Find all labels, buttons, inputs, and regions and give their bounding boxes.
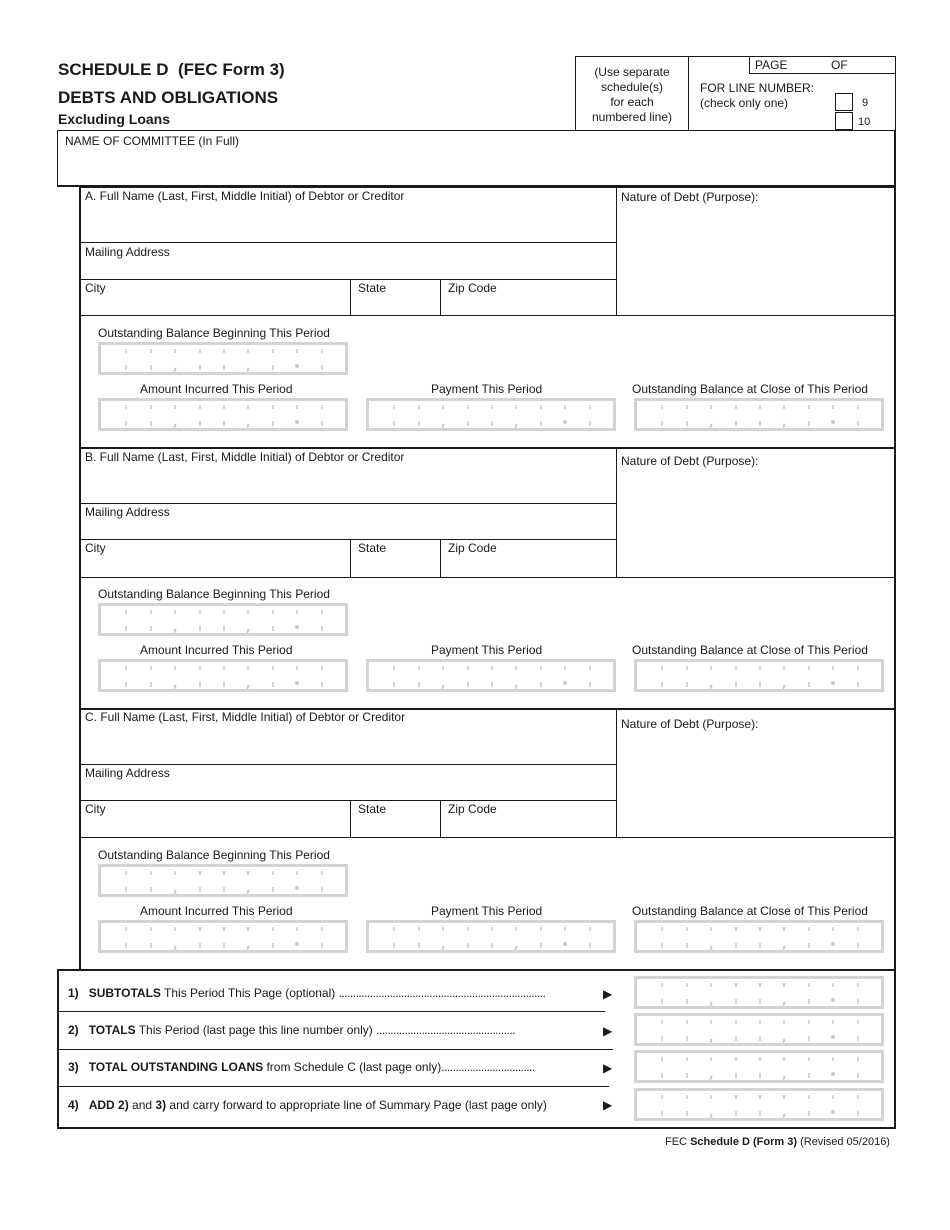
digit-tick (199, 610, 201, 614)
digit-tick (467, 927, 469, 931)
beginning-balance-label: Outstanding Balance Beginning This Period (98, 326, 330, 340)
digit-tick (491, 682, 493, 687)
digit-tick (515, 666, 517, 670)
digit-tick (199, 365, 201, 370)
digit-tick (418, 943, 420, 948)
digit-tick (150, 666, 152, 670)
digit-tick (296, 349, 298, 353)
digit-tick (125, 626, 127, 631)
digit-tick (686, 943, 688, 948)
digit-tick (783, 666, 785, 670)
zip-code-label: Zip Code (448, 281, 497, 295)
mailing-address-label: Mailing Address (85, 766, 170, 780)
digit-tick (759, 943, 761, 948)
digit-tick (272, 349, 274, 353)
digit-tick (321, 871, 323, 875)
nature-of-debt-field[interactable] (620, 208, 890, 312)
digit-tick (199, 666, 201, 670)
digit-tick (808, 421, 810, 426)
digit-tick (393, 927, 395, 931)
comma-separator: , (709, 993, 714, 1007)
digit-tick (321, 365, 323, 370)
digit-tick (150, 682, 152, 687)
decimal-point (563, 681, 567, 685)
payment-label: Payment This Period (431, 904, 543, 918)
digit-tick (247, 927, 249, 931)
digit-tick (857, 943, 859, 948)
digit-tick (272, 365, 274, 370)
nature-of-debt-field[interactable] (620, 472, 890, 574)
digit-tick (272, 927, 274, 931)
digit-tick (589, 666, 591, 670)
digit-tick (735, 405, 737, 409)
state-label: State (358, 541, 387, 555)
closing-balance-amount-box[interactable] (634, 398, 884, 431)
mailing-address-label: Mailing Address (85, 245, 170, 259)
full-name-field[interactable] (84, 728, 612, 760)
digit-tick (467, 682, 469, 687)
digit-tick (686, 421, 688, 426)
digit-tick (442, 927, 444, 931)
comma-separator: , (246, 881, 251, 895)
digit-tick (735, 943, 737, 948)
digit-tick (150, 421, 152, 426)
beginning-balance-amount-box[interactable] (98, 603, 348, 636)
digit-tick (857, 927, 859, 931)
digit-tick (125, 365, 127, 370)
digit-tick (223, 682, 225, 687)
digit-tick (491, 421, 493, 426)
digit-tick (832, 666, 834, 670)
digit-tick (442, 405, 444, 409)
digit-tick (272, 610, 274, 614)
use-separate-note: (Use separate schedule(s) for each numbered line) (591, 65, 673, 124)
digit-tick (857, 405, 859, 409)
line-10-label: 10 (858, 116, 871, 128)
digit-tick (125, 666, 127, 670)
closing-balance-label: Outstanding Balance at Close of This Period (632, 904, 868, 918)
digit-tick (467, 421, 469, 426)
digit-tick (223, 421, 225, 426)
digit-tick (759, 666, 761, 670)
comma-separator: , (709, 1105, 714, 1119)
digit-tick (857, 666, 859, 670)
digit-tick (272, 943, 274, 948)
digit-tick (174, 871, 176, 875)
digit-tick (150, 405, 152, 409)
digit-tick (150, 943, 152, 948)
digit-tick (321, 405, 323, 409)
mailing-address-field[interactable] (84, 521, 612, 537)
digit-tick (661, 927, 663, 931)
mailing-address-label: Mailing Address (85, 505, 170, 519)
digit-tick (661, 682, 663, 687)
digit-tick (321, 421, 323, 426)
digit-tick (661, 943, 663, 948)
digit-tick (540, 405, 542, 409)
digit-tick (515, 405, 517, 409)
digit-tick (661, 421, 663, 426)
payment-amount-box[interactable] (366, 659, 616, 692)
amount-incurred-amount-box[interactable] (98, 398, 348, 431)
digit-tick (418, 405, 420, 409)
comma-separator: , (782, 676, 787, 690)
digit-tick (199, 887, 201, 892)
comma-separator: , (441, 937, 446, 951)
digit-tick (808, 405, 810, 409)
beginning-balance-amount-box[interactable] (98, 864, 348, 897)
committee-name-label: NAME OF COMMITTEE (In Full) (65, 134, 239, 148)
digit-tick (223, 626, 225, 631)
digit-tick (296, 927, 298, 931)
digit-tick (857, 682, 859, 687)
digit-tick (661, 405, 663, 409)
beginning-balance-label: Outstanding Balance Beginning This Period (98, 848, 330, 862)
payment-amount-box[interactable] (366, 920, 616, 953)
digit-tick (491, 943, 493, 948)
digit-tick (223, 610, 225, 614)
digit-tick (735, 682, 737, 687)
digit-tick (125, 927, 127, 931)
nature-of-debt-label: Nature of Debt (Purpose): (621, 717, 759, 731)
digit-tick (491, 405, 493, 409)
digit-tick (199, 871, 201, 875)
comma-separator: , (782, 1105, 787, 1119)
amount-incurred-amount-box[interactable] (98, 920, 348, 953)
amount-incurred-label: Amount Incurred This Period (140, 904, 293, 918)
comma-separator: , (173, 676, 178, 690)
digit-tick (199, 682, 201, 687)
digit-tick (272, 871, 274, 875)
line-10-checkbox[interactable] (835, 112, 853, 130)
digit-tick (150, 610, 152, 614)
comma-separator: , (246, 415, 251, 429)
digit-tick (150, 871, 152, 875)
digit-tick (125, 610, 127, 614)
digit-tick (735, 666, 737, 670)
comma-separator: , (782, 937, 787, 951)
digit-tick (223, 943, 225, 948)
digit-tick (759, 927, 761, 931)
digit-tick (418, 682, 420, 687)
digit-tick (491, 666, 493, 670)
digit-tick (272, 405, 274, 409)
add-carry-forward-arrow-icon: ▶ (603, 1098, 613, 1112)
decimal-point (831, 942, 835, 946)
digit-tick (125, 682, 127, 687)
decimal-point (295, 886, 299, 890)
digit-tick (125, 887, 127, 892)
committee-name-field[interactable] (60, 152, 890, 182)
digit-tick (710, 405, 712, 409)
digit-tick (564, 666, 566, 670)
digit-tick (125, 421, 127, 426)
comma-separator: , (173, 937, 178, 951)
zip-code-label: Zip Code (448, 802, 497, 816)
digit-tick (247, 405, 249, 409)
page-label: PAGE (755, 58, 788, 72)
digit-tick (125, 943, 127, 948)
digit-tick (442, 666, 444, 670)
comma-separator: , (709, 1067, 714, 1081)
digit-tick (393, 666, 395, 670)
digit-tick (199, 927, 201, 931)
decimal-point (831, 681, 835, 685)
digit-tick (710, 666, 712, 670)
full-name-field[interactable] (84, 468, 612, 500)
digit-tick (174, 610, 176, 614)
decimal-point (295, 681, 299, 685)
digit-tick (467, 943, 469, 948)
digit-tick (759, 405, 761, 409)
digit-tick (759, 421, 761, 426)
comma-separator: , (782, 1030, 787, 1044)
form-footer: FEC Schedule D (Form 3) (Revised 05/2016) (665, 1136, 890, 1148)
comma-separator: , (782, 1067, 787, 1081)
payment-label: Payment This Period (431, 382, 543, 396)
digit-tick (125, 349, 127, 353)
digit-tick (564, 927, 566, 931)
digit-tick (418, 927, 420, 931)
digit-tick (589, 943, 591, 948)
full-name-label: C. Full Name (Last, First, Middle Initial) of Debtor or Creditor (85, 710, 406, 724)
digit-tick (272, 626, 274, 631)
digit-tick (418, 421, 420, 426)
digit-tick (540, 682, 542, 687)
payment-amount-box[interactable] (366, 398, 616, 431)
decimal-point (295, 364, 299, 368)
comma-separator: , (514, 676, 519, 690)
closing-balance-amount-box[interactable] (634, 920, 884, 953)
digit-tick (321, 887, 323, 892)
full-name-field[interactable] (84, 207, 612, 239)
comma-separator: , (782, 993, 787, 1007)
digit-tick (223, 927, 225, 931)
digit-tick (223, 365, 225, 370)
digit-tick (150, 626, 152, 631)
digit-tick (247, 871, 249, 875)
of-label: OF (831, 58, 848, 72)
digit-tick (247, 349, 249, 353)
comma-separator: , (514, 937, 519, 951)
digit-tick (735, 927, 737, 931)
digit-tick (808, 927, 810, 931)
line-9-checkbox[interactable] (835, 93, 853, 111)
digit-tick (564, 405, 566, 409)
digit-tick (296, 610, 298, 614)
digit-tick (515, 927, 517, 931)
nature-of-debt-label: Nature of Debt (Purpose): (621, 454, 759, 468)
decimal-point (295, 420, 299, 424)
digit-tick (150, 887, 152, 892)
digit-tick (174, 349, 176, 353)
beginning-balance-label: Outstanding Balance Beginning This Period (98, 587, 330, 601)
decimal-point (295, 625, 299, 629)
schedule-title: SCHEDULE D (FEC Form 3) (58, 60, 285, 79)
digit-tick (832, 927, 834, 931)
digit-tick (321, 610, 323, 614)
digit-tick (393, 421, 395, 426)
digit-tick (223, 887, 225, 892)
comma-separator: , (514, 415, 519, 429)
digit-tick (491, 927, 493, 931)
comma-separator: , (173, 415, 178, 429)
digit-tick (759, 682, 761, 687)
digit-tick (150, 927, 152, 931)
digit-tick (589, 421, 591, 426)
amount-incurred-amount-box[interactable] (98, 659, 348, 692)
amount-incurred-label: Amount Incurred This Period (140, 643, 293, 657)
comma-separator: , (709, 937, 714, 951)
digit-tick (418, 666, 420, 670)
digit-tick (393, 682, 395, 687)
digit-tick (296, 405, 298, 409)
city-label: City (85, 802, 106, 816)
mailing-address-field[interactable] (84, 782, 612, 798)
nature-of-debt-label: Nature of Debt (Purpose): (621, 190, 759, 204)
digit-tick (247, 610, 249, 614)
digit-tick (199, 943, 201, 948)
digit-tick (808, 682, 810, 687)
digit-tick (589, 405, 591, 409)
digit-tick (467, 405, 469, 409)
digit-tick (686, 927, 688, 931)
digit-tick (321, 626, 323, 631)
digit-tick (735, 421, 737, 426)
comma-separator: , (173, 359, 178, 373)
digit-tick (125, 405, 127, 409)
comma-separator: , (173, 881, 178, 895)
digit-tick (783, 927, 785, 931)
digit-tick (540, 666, 542, 670)
digit-tick (686, 405, 688, 409)
digit-tick (296, 666, 298, 670)
comma-separator: , (246, 620, 251, 634)
beginning-balance-amount-box[interactable] (98, 342, 348, 375)
city-label: City (85, 541, 106, 555)
full-name-label: B. Full Name (Last, First, Middle Initial) of Debtor or Creditor (85, 450, 405, 464)
digit-tick (857, 421, 859, 426)
digit-tick (321, 943, 323, 948)
total-outstanding-loans-arrow-icon: ▶ (603, 1061, 613, 1075)
digit-tick (321, 927, 323, 931)
decimal-point (831, 420, 835, 424)
check-only-one-label: (check only one) (700, 96, 789, 110)
digit-tick (710, 927, 712, 931)
digit-tick (199, 421, 201, 426)
line-number-label: FOR LINE NUMBER: (700, 81, 815, 95)
digit-tick (199, 405, 201, 409)
decimal-point (563, 420, 567, 424)
digit-tick (832, 405, 834, 409)
decimal-point (295, 942, 299, 946)
add-carry-forward-row-label: 4) ADD 2) and 3) and carry forward to appropriate line of Summary Page (last page only) (68, 1098, 547, 1112)
subtotals-row-label: 1) SUBTOTALS This Period This Page (optional) ......................................................................... (68, 986, 546, 1000)
comma-separator: , (782, 415, 787, 429)
digit-tick (686, 682, 688, 687)
decimal-point (563, 942, 567, 946)
digit-tick (686, 666, 688, 670)
digit-tick (808, 666, 810, 670)
comma-separator: , (173, 620, 178, 634)
closing-balance-label: Outstanding Balance at Close of This Period (632, 643, 868, 657)
comma-separator: , (709, 1030, 714, 1044)
digit-tick (783, 405, 785, 409)
digit-tick (125, 871, 127, 875)
line-9-label: 9 (862, 97, 869, 109)
digit-tick (321, 666, 323, 670)
comma-separator: , (441, 415, 446, 429)
digit-tick (393, 405, 395, 409)
mailing-address-field[interactable] (84, 261, 612, 277)
comma-separator: , (246, 937, 251, 951)
digit-tick (589, 927, 591, 931)
totals-row-label: 2) TOTALS This Period (last page this line number only) ................................................. (68, 1023, 516, 1037)
comma-separator: , (246, 676, 251, 690)
digit-tick (150, 349, 152, 353)
digit-tick (540, 943, 542, 948)
totals-arrow-icon: ▶ (603, 1024, 613, 1038)
digit-tick (321, 682, 323, 687)
digit-tick (247, 666, 249, 670)
digit-tick (150, 365, 152, 370)
total-outstanding-loans-row-label: 3) TOTAL OUTSTANDING LOANS from Schedule C (last page only)................................. (68, 1060, 535, 1074)
closing-balance-amount-box[interactable] (634, 659, 884, 692)
digit-tick (223, 666, 225, 670)
city-label: City (85, 281, 106, 295)
comma-separator: , (709, 676, 714, 690)
digit-tick (174, 666, 176, 670)
digit-tick (540, 421, 542, 426)
digit-tick (589, 682, 591, 687)
digit-tick (199, 626, 201, 631)
payment-label: Payment This Period (431, 643, 543, 657)
digit-tick (808, 943, 810, 948)
digit-tick (272, 666, 274, 670)
digit-tick (223, 871, 225, 875)
digit-tick (272, 682, 274, 687)
form-subtitle: DEBTS AND OBLIGATIONS (58, 88, 279, 107)
digit-tick (199, 349, 201, 353)
subtotals-arrow-icon: ▶ (603, 987, 613, 1001)
amount-incurred-label: Amount Incurred This Period (140, 382, 293, 396)
digit-tick (272, 887, 274, 892)
digit-tick (272, 421, 274, 426)
digit-tick (223, 349, 225, 353)
full-name-label: A. Full Name (Last, First, Middle Initial) of Debtor or Creditor (85, 189, 405, 203)
zip-code-label: Zip Code (448, 541, 497, 555)
digit-tick (393, 943, 395, 948)
digit-tick (296, 871, 298, 875)
comma-separator: , (709, 415, 714, 429)
digit-tick (223, 405, 225, 409)
closing-balance-label: Outstanding Balance at Close of This Period (632, 382, 868, 396)
digit-tick (174, 405, 176, 409)
nature-of-debt-field[interactable] (620, 735, 890, 835)
form-subtitle-excluding: Excluding Loans (58, 111, 171, 127)
digit-tick (174, 927, 176, 931)
digit-tick (661, 666, 663, 670)
digit-tick (540, 927, 542, 931)
comma-separator: , (246, 359, 251, 373)
state-label: State (358, 802, 387, 816)
digit-tick (321, 349, 323, 353)
digit-tick (467, 666, 469, 670)
state-label: State (358, 281, 387, 295)
comma-separator: , (441, 676, 446, 690)
